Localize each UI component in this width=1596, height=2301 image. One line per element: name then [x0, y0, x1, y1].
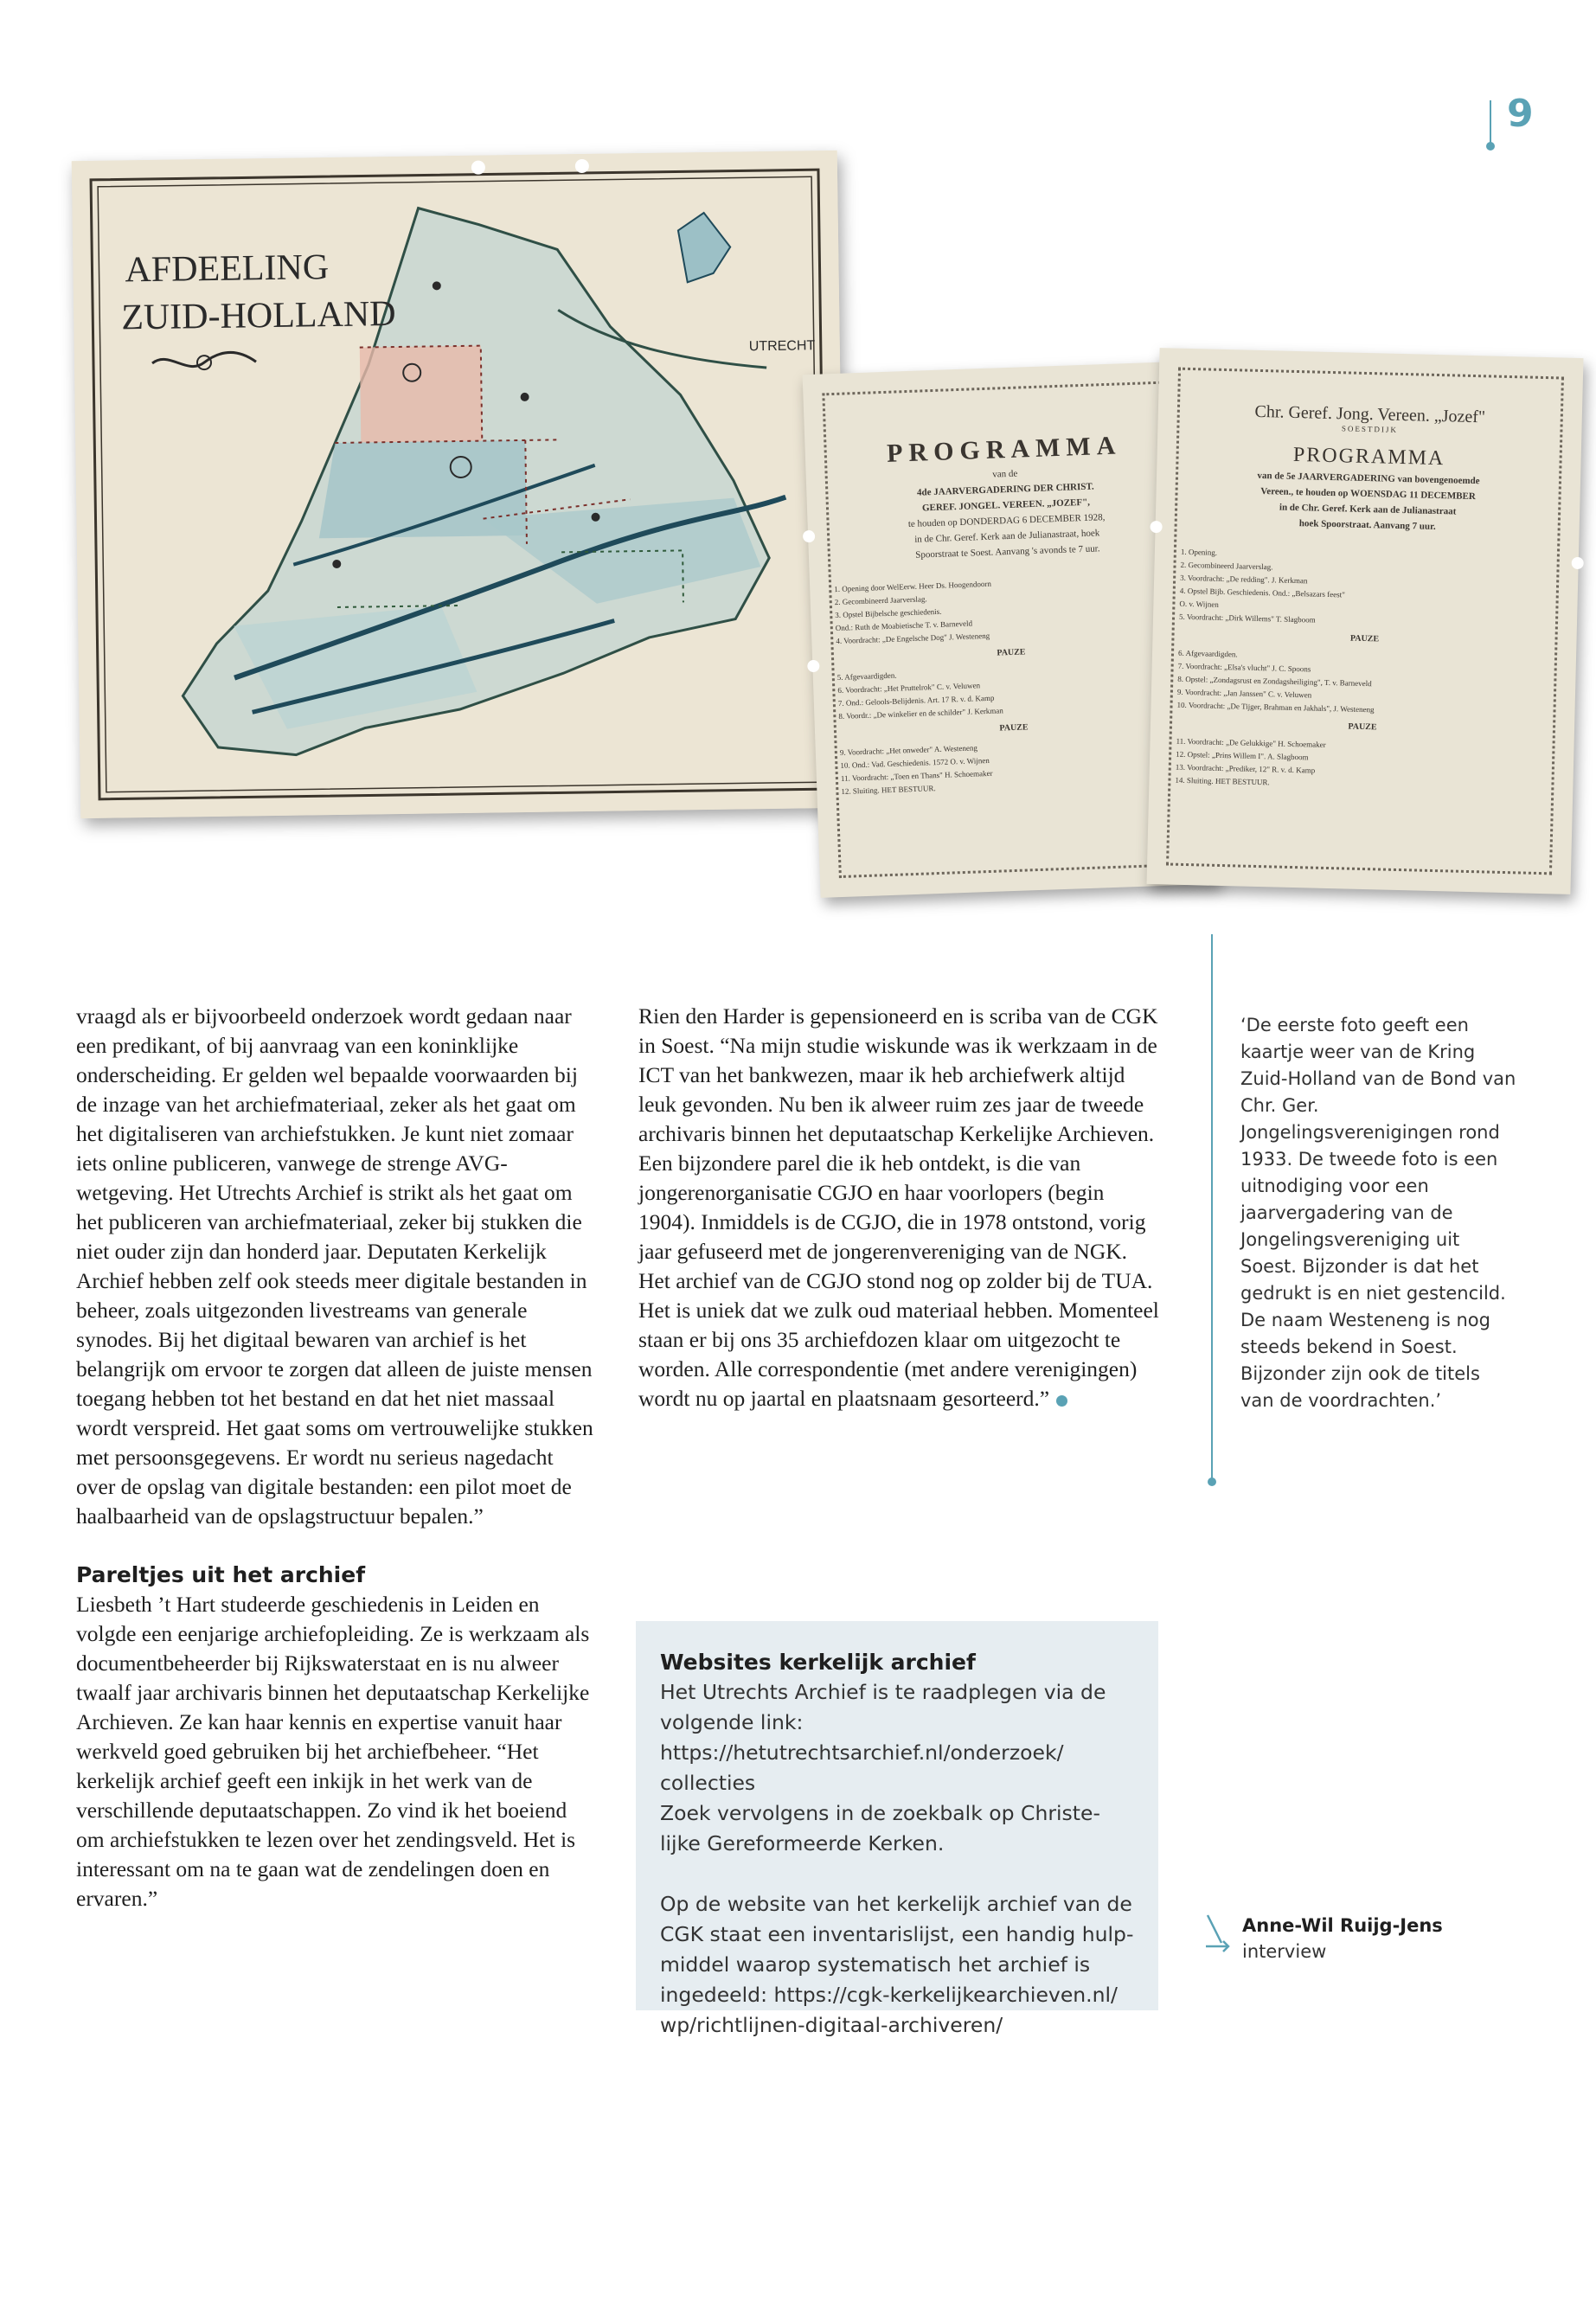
websites-line: middel waarop systematisch het archief is: [660, 1952, 1091, 1977]
doc2-line: 2. Gecombineerd Jaarverslag.: [1180, 560, 1273, 572]
page-number-line: [1490, 100, 1491, 144]
doc1-line: 6. Voordracht: „Het Pruttelrok" C. v. Veluwen: [837, 681, 981, 695]
doc2-line: 7. Voordracht: „Elsa's vlucht" J. C. Spoons: [1177, 661, 1311, 674]
websites-line: CGK staat een inventarislijst, een handig hulp-: [660, 1922, 1134, 1946]
doc1-sub-line3: te houden op DONDERDAG 6 DECEMBER 1928,: [907, 512, 1106, 530]
doc2-sub-line3: in de Chr. Geref. Kerk aan de Julianastraat: [1279, 502, 1457, 517]
doc2-line: 13. Voordracht: „Prediker, 12" R. v. d. Kamp: [1175, 762, 1316, 775]
doc2-sub-line4: hoek Spoorstraat. Aanvang 7 uur.: [1298, 518, 1436, 532]
doc1-sub-van: van de: [992, 468, 1018, 480]
caption-connector-line: [1211, 934, 1213, 1481]
doc2-line: 11. Voordracht: „De Gelukkige" H. Schoemaker: [1176, 736, 1326, 749]
article-column-1: [76, 1002, 595, 1913]
map-drawing: [72, 151, 847, 818]
author-role: interview: [1242, 1941, 1327, 1962]
col2-paragraph-1: [638, 1002, 1162, 1413]
map-title-line2: ZUID-HOLLAND: [120, 294, 396, 338]
doc2-punch-hole-right: [1572, 557, 1584, 569]
websites-spacer: [660, 1859, 1134, 1889]
doc1-line: 2. Gecombineerd Jaarverslag.: [834, 594, 927, 607]
map-photo: [72, 151, 847, 818]
programma-soestdijk-photo: [1146, 348, 1583, 894]
websites-line: lijke Gereformeerde Kerken.: [660, 1831, 945, 1856]
doc1-punch-hole-top: [803, 530, 815, 542]
doc1-sub-line2: GEREF. JONGEL. VEREEN. „JOZEF",: [921, 497, 1091, 514]
doc1-pauze-1: PAUZE: [997, 647, 1026, 658]
map-title-line1: AFDEELING: [125, 247, 330, 291]
doc1-punch-hole-bottom: [807, 660, 819, 672]
doc2-title: Chr. Geref. Jong. Vereen. „Jozef": [1254, 401, 1486, 427]
photo-area: [76, 156, 1555, 934]
doc1-line: Ond.: Ruth de Moabietische T. v. Barneveld: [835, 619, 973, 633]
doc1-sub-line5: Spoorstraat te Soest. Aanvang 's avonds te 7 uur.: [915, 543, 1100, 561]
map-label-utrecht: UTRECHT: [748, 338, 816, 355]
doc2-sub-line2: Vereen., te houden op WOENSDAG 11 DECEMBER: [1260, 486, 1476, 503]
websites-line: volgende link:: [660, 1710, 804, 1734]
doc1-program-list: [834, 571, 1190, 798]
col1-paragraph-1: vraagd als er bijvoorbeeld onderzoek wordt gedaan naar een predikant, of bij aanvraag van een koninklijke onderscheiding. Er gelden wel bepaalde voorwaarden bij de inzage van het archiefmateriaal, zeker als het gaat om het digitaliseren van archiefstukken. Je kunt niet zomaar iets online publiceren, vanwege de strenge AVG-wetgeving. Het Utrechts Archief is strikt als het gaat om het publiceren van archiefmateriaal, zeker bij stukken die niet ouder zijn dan honderd jaar. Deputaten Kerkelijk Archief hebben zelf ook steeds meer digitale bestanden in beheer, zoals uitgezonden livestreams van generale synodes. Bij het digitaal bewaren van archief is het belangrijk om ervoor te zorgen dat alleen de juiste mensen toegang hebben tot het bestand en dat het niet massaal wordt verspreid. Het gaat soms om vertrouwelijke stukken met persoonsgegevens. Er wordt nu serieus nagedacht over de opslag van digitale bestanden: een pilot moet de haalbaarheid van de opslagstructuur bepalen.”: [76, 1003, 593, 1529]
doc1-line: 11. Voordracht: „Toen en Thans" H. Schoemaker: [840, 768, 993, 783]
end-of-article-dot: [1056, 1395, 1067, 1407]
websites-title: Websites kerkelijk archief: [660, 1650, 976, 1675]
cgk-archief-link-cont[interactable]: wp/richtlijnen-digitaal-archiveren/: [660, 2013, 1003, 2037]
doc1-line: 7. Ond.: Gelools-Belijdenis. Art. 17 R. v. d. Kamp: [837, 693, 995, 708]
doc1-line: 8. Voordr.: „De winkelier en de schilder" J. Kerkman: [838, 706, 1003, 721]
doc2-line: O. v. Wijnen: [1179, 599, 1219, 609]
utrechts-archief-link[interactable]: https://hetutrechtsarchief.nl/onderzoek/: [660, 1740, 1064, 1765]
doc2-line: 5. Voordracht: „Dirk Willems" T. Slagboom: [1178, 612, 1316, 625]
doc2-line: 1. Opening.: [1180, 547, 1218, 557]
author-arrow-icon: [1202, 1912, 1237, 1955]
doc1-sub-line4: in de Chr. Geref. Kerk aan de Julianastraat, hoek: [914, 528, 1100, 545]
article-column-2: [638, 1002, 1162, 1413]
cgk-archief-link[interactable]: ingedeeld: https://cgk-kerkelijkearchieven.nl/: [660, 1983, 1118, 2007]
caption-connector-dot: [1208, 1477, 1216, 1486]
doc2-pauze-2: PAUZE: [1348, 721, 1377, 733]
doc2-place: SOESTDIJK: [1341, 424, 1399, 434]
doc2-line: 9. Voordracht: „Jan Janssen" C. v. Veluwen: [1176, 687, 1312, 700]
doc2-line: 3. Voordracht: „De redding". J. Kerkman: [1180, 573, 1308, 586]
doc2-line: 4. Opstel Bijb. Geschiedenis. Ond.: „Belsazars feest": [1179, 586, 1346, 599]
doc1-line: 5. Afgevaardigden.: [836, 670, 897, 683]
doc2-sub-line1: van de 5e JAARVERGADERING van bovengenoemde: [1257, 470, 1480, 487]
websites-line: Op de website van het kerkelijk archief van de: [660, 1892, 1132, 1916]
page-number: 9: [1507, 92, 1534, 136]
doc1-sub-line1: 4de JAARVERGADERING DER CHRIST.: [916, 481, 1094, 498]
doc1-line: 9. Voordracht: „Het onweder" A. Westeneng: [839, 743, 978, 757]
doc1-title: PROGRAMMA: [886, 431, 1122, 468]
doc2-line: 10. Voordracht: „De Tijger, Brahman en Jakhals", J. Westeneng: [1176, 700, 1375, 715]
photo-caption: ‘De eerste foto geeft een kaartje weer van de Kring Zuid-Holland van de Bond van Chr. Ger. Jongelingsverenigingen rond 1933. De tweede foto is een uitnodiging voor een jaarvergadering van de Jongelingsvereniging uit Soest. Bijzonder is dat het gedrukt is en niet gestencild. De naam Westeneng is nog steeds bekend in Soest. Bijzonder zijn ook de titels van de voordrachten.’: [1240, 1015, 1516, 1411]
doc2-heading: PROGRAMMA: [1292, 443, 1445, 471]
doc1-line: 1. Opening door WelEerw. Heer Ds. Hoogendoorn: [834, 579, 992, 594]
col1-paragraph-2: Liesbeth ’t Hart studeerde geschiedenis in Leiden en volgde een eenjarige archiefopleiding. Ze is werkzaam als documentbeheerder bij Rijkswaterstaat en is nu alweer twaalf jaar archivaris binnen het deputaatschap Kerkelijke Archieven. Ze kan haar kennis en expertise vanuit haar werkveld goed gebruiken bij het archiefbeheer. “Het kerkelijk archief geeft een inkijk in het werk van de verschillende deputaatschappen. Zo vind ik het boeiend om archiefstukken te lezen over het zendingsveld. Het is interessant om na te gaan wat de zendelingen doen en ervaren.”: [76, 1592, 590, 1911]
doc1-line: 3. Opstel Bijbelsche geschiedenis.: [835, 606, 942, 620]
doc2-line: 14. Sluiting. HET BESTUUR.: [1175, 775, 1270, 787]
doc1-line: 10. Ond.: Vad. Geschiedenis. 1572 O. v. Wijnen: [840, 755, 990, 770]
doc2-pauze-1: PAUZE: [1349, 633, 1380, 644]
utrechts-archief-link-cont[interactable]: collecties: [660, 1771, 756, 1795]
websites-line: Zoek vervolgens in de zoekbalk op Christe-: [660, 1801, 1100, 1825]
doc2-line: 12. Opstel: „Prins Willem I". A. Slagboom: [1176, 749, 1309, 762]
websites-infobox: [636, 1621, 1158, 2037]
doc2-punch-hole-top: [1150, 521, 1162, 533]
author-name: Anne-Wil Ruijg-Jens: [1242, 1915, 1443, 1936]
page-number-dot: [1486, 142, 1495, 151]
doc2-program-list: [1175, 546, 1553, 796]
doc1-pauze-2: PAUZE: [999, 722, 1029, 734]
websites-line: Het Utrechts Archief is te raadplegen via de: [660, 1680, 1106, 1704]
doc1-line: 4. Voordracht: „De Engelsche Dog" J. Westeneng: [836, 631, 990, 646]
section-heading-pareltjes: Pareltjes uit het archief: [76, 1562, 366, 1587]
doc1-line: 12. Sluiting. HET BESTUUR.: [841, 784, 936, 796]
doc2-line: 8. Opstel: „Zondagsrust en Zondagsheiliging", T. v. Barneveld: [1177, 674, 1372, 689]
doc2-line: 6. Afgevaardigden.: [1177, 648, 1238, 659]
author-credit: [1202, 1912, 1531, 1990]
col2-paragraph-1-text: Rien den Harder is gepensioneerd en is scriba van de CGK in Soest. “Na mijn studie wiskunde was ik werkzaam in de ICT van het bankwezen, maar ik heb archiefwerk altijd leuk gevonden. Nu ben ik alweer ruim zes jaar de tweede archivaris binnen het deputaatschap Kerkelijke Archieven. Een bijzondere parel die ik heb ontdekt, is die van jongerenorganisatie CGJO en haar voorlopers (begin 1904). Inmiddels is de CGJO, die in 1978 ontstond, vorig jaar gefuseerd met de jongerenvereniging van de NGK. Het archief van de CGJO stond nog op zolder bij de TUA. Het is uniek dat we zulk oud materiaal hebben. Momenteel staan er bij ons 35 archiefdozen klaar om uitgezocht te worden. Alle correspondentie (met andere verenigingen) wordt nu op jaartal en plaatsnaam gesorteerd.”: [638, 1003, 1159, 1411]
